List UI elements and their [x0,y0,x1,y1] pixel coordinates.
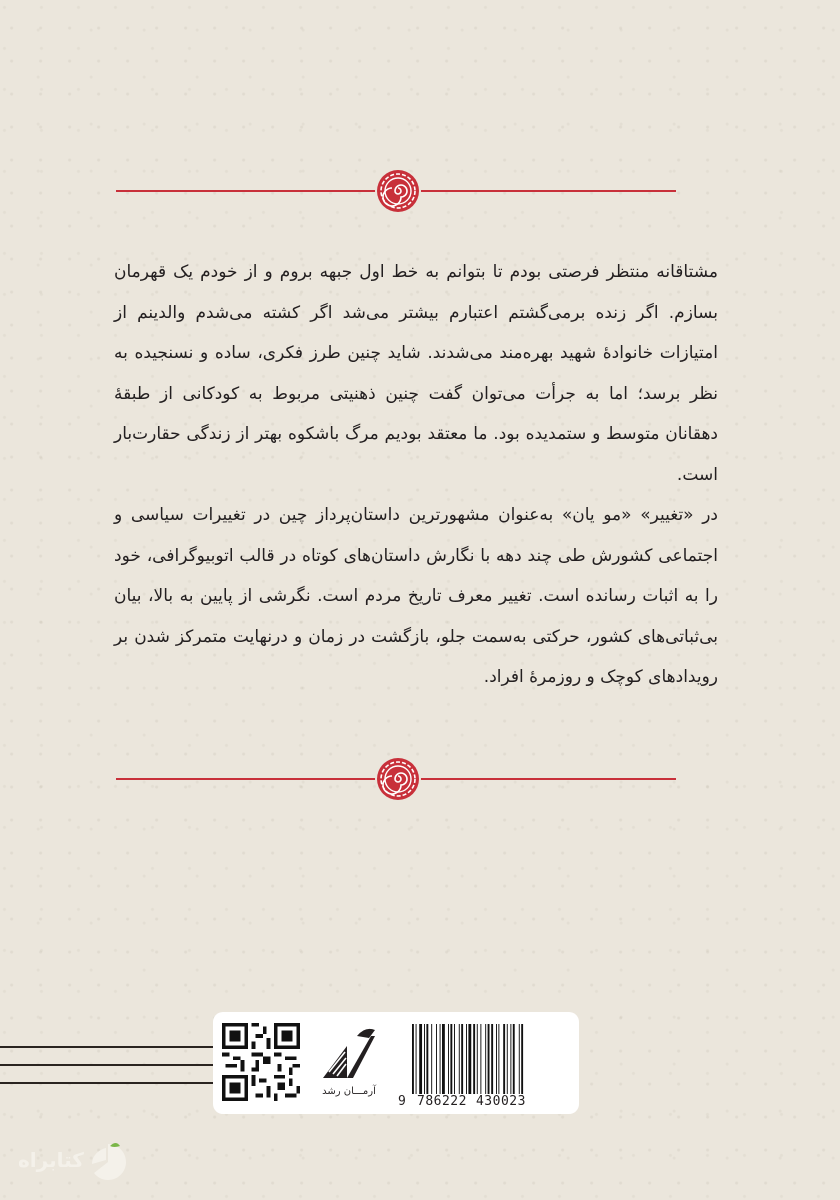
top-ornament-divider [116,171,676,211]
info-box [213,1012,579,1114]
book-bird-logo-icon [317,1022,381,1084]
spiral-ornament-icon [374,755,422,803]
spiral-ornament-icon [374,167,422,215]
qr-code-icon [222,1023,300,1101]
decorative-lines [0,1046,215,1100]
isbn-number [398,1094,568,1109]
paragraph-1: مشتاقانه منتظر فرصتی بودم تا بتوانم به خط اول جبهه بروم و از خودم یک قهرمان بسازم. اگر زنده برمی‌گشتم اعتبارم بیشتر می‌شد اگر کشته می‌شدم والدینم از امتیازات خانوادهٔ شهید بهره‌مند می‌شدند. شاید چنین طرز فکری، ساده و نسنجیده به نظر برسد؛ اما به جرأت می‌توان گفت چنین ذهنیتی مربوط به کودکانی از طبقهٔ دهقانان متوسط و ستمدیده بود. ما معتقد بودیم مرگ باشکوه بهتر از زندگی حقارت‌بار است. [114,262,718,485]
publisher-name: آرمـــان رشد [322,1086,376,1097]
bottom-ornament-divider [116,759,676,799]
isbn-prefix: 9 [398,1094,407,1109]
isbn-group-2: 430023 [475,1094,526,1109]
paragraph-2: در «تغییر» «مو یان» به‌عنوان مشهورترین داستان‌پرداز چین در تغییرات سیاسی و اجتماعی کشورش طی چند دهه با نگارش داستان‌های کوتاه در قالب اتوبیوگرافی، خود را به اثبات رسانده است. تغییر معرف تاریخ مردم است. نگرشی از پایین به بالا، بیان بی‌ثباتی‌های کشور، حرکتی به‌سمت جلو، بازگشت در زمان و درنهایت متمرکز شدن بر رویدادهای کوچک و روزمرهٔ افراد. [114,505,718,687]
back-cover-text [114,252,718,698]
barcode [408,1024,564,1094]
store-name: کتابراه [18,1148,84,1172]
ketabrah-logo-icon [86,1140,130,1184]
isbn-group-1: 786222 [417,1094,467,1109]
